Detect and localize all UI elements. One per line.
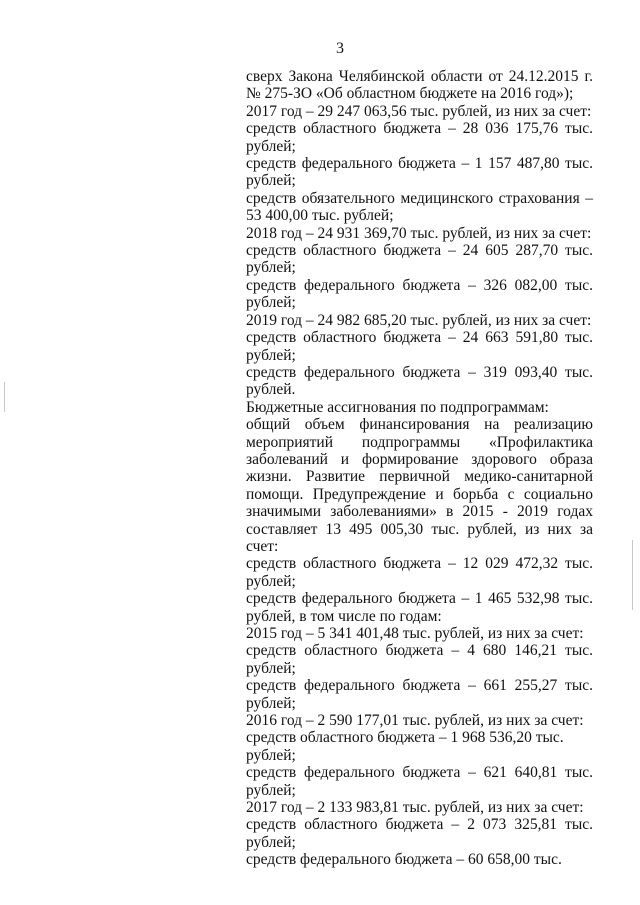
paragraph: 2017 год – 2 133 983,81 тыс. рублей, из них за счет: [246, 799, 584, 817]
paragraph: 2017 год – 29 247 063,56 тыс. рублей, из них за счет: [246, 102, 592, 120]
paragraph: Бюджетные ассигнования по подпрограммам: [246, 398, 549, 416]
scan-edge-mark [4, 382, 5, 412]
paragraph: 2019 год – 24 982 685,20 тыс. рублей, из них за счет: [246, 311, 592, 329]
paragraph: 2018 год – 24 931 369,70 тыс. рублей, из них за счет: [246, 224, 592, 242]
paragraph: средств областного бюджета – 4 680 146,21 тыс. рублей; [246, 642, 593, 677]
paragraph: 2016 год – 2 590 177,01 тыс. рублей, из них за счет: [246, 712, 584, 730]
document-body [246, 68, 593, 869]
paragraph: средств федерального бюджета – 60 658,00 тыс. [246, 851, 562, 869]
paragraph: средств областного бюджета – 2 073 325,81 тыс. рублей; [246, 816, 593, 851]
paragraph: средств областного бюджета – 24 605 287,70 тыс. рублей; [246, 242, 593, 277]
page-number: 3 [336, 40, 344, 57]
paragraph: средств федерального бюджета – 326 082,00 тыс. рублей; [246, 276, 593, 312]
paragraph: сверх Закона Челябинской области от 24.12.2015 г. № 275-ЗО «Об областном бюджете на 2016 год»); [246, 68, 593, 103]
paragraph: общий объем финансирования на реализацию мероприятий подпрограммы «Профилактика заболеваний и формирование здорового образа жизни. Развитие первичной медико-санитарной помощи. Предупреждение и борьба с социально значимыми заболеваниями» в 2015 - 2019 годах составляет 13 495 005,30 тыс. рублей, из них за счет: [246, 416, 593, 555]
paragraph: средств обязательного медицинского страхования – 53 400,00 тыс. рублей; [246, 189, 593, 225]
paragraph: средств федерального бюджета – 319 093,40 тыс. рублей. [246, 363, 593, 399]
paragraph: средств областного бюджета – 24 663 591,80 тыс. рублей; [246, 329, 593, 364]
paragraph: средств федерального бюджета – 1 157 487,80 тыс. рублей; [246, 155, 593, 190]
paragraph: средств федерального бюджета – 661 255,27 тыс. рублей; [246, 677, 593, 712]
scan-edge-mark [632, 540, 633, 610]
paragraph: средств областного бюджета – 1 968 536,20 тыс. рублей; [246, 729, 564, 764]
paragraph: средств областного бюджета – 28 036 175,76 тыс. рублей; [246, 120, 593, 155]
paragraph: средств федерального бюджета – 1 465 532,98 тыс. рублей, в том числе по годам: [246, 590, 593, 625]
paragraph: 2015 год – 5 341 401,48 тыс. рублей, из них за счет: [246, 625, 584, 642]
paragraph: средств областного бюджета – 12 029 472,32 тыс. рублей; [246, 555, 593, 590]
paragraph: средств федерального бюджета – 621 640,81 тыс. рублей; [246, 764, 593, 799]
